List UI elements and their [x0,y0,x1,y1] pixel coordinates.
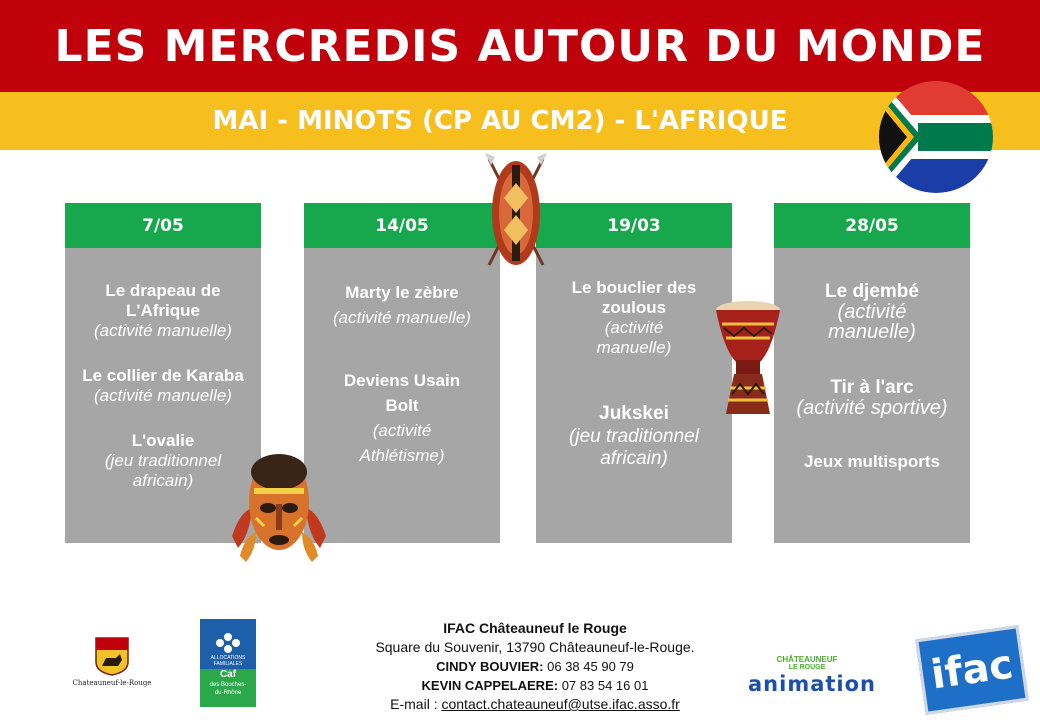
activity-name: Tir à l'arc [830,377,914,398]
activity-type: (activité manuelle) [94,320,232,340]
footer-address: Square du Souvenir, 13790 Châteauneuf-le-Rouge. [375,639,695,655]
email-label: E-mail : [390,696,442,712]
week-activities [304,248,500,543]
ifac-word: ifac [928,641,1016,699]
activity-item [780,282,964,342]
caf-top [200,619,256,669]
animation-logo [748,655,896,696]
week-date: 28/05 [774,203,970,248]
zulu-shield-icon [483,153,549,271]
activity-name: Jeux multisports [803,452,941,471]
activity-name: Marty le zèbre [345,283,459,302]
email-link[interactable]: contact.chateauneuf@utse.ifac.asso.fr [441,696,680,712]
week-activities [774,248,970,543]
african-mask-icon [230,452,328,570]
caf-region2: du-Rhône [214,690,242,696]
footer-email-line [330,695,740,714]
activity-item [780,452,964,472]
anim-word: animation [748,672,876,696]
caf-bottom [200,669,256,707]
footer-contact1 [330,657,740,676]
contact1-name: CINDY BOUVIER: [436,659,544,674]
week-card-2 [304,203,500,543]
caf-line1: ALLOCATIONS [210,655,246,661]
week-date: 7/05 [65,203,261,248]
week-card-4 [774,203,970,543]
week-date: 14/05 [304,203,500,248]
week-activities [536,248,732,543]
activity-type: (activité manuelle) [828,301,916,343]
footer-contact2 [330,676,740,695]
activity-item [310,280,494,330]
town-caption: Chateauneuf-le-Rouge [72,679,152,687]
title-band [0,0,1040,92]
footer-contact [330,619,740,714]
activity-item [310,368,494,468]
activity-type: (jeu traditionnel africain) [104,450,222,490]
activity-item [780,378,964,418]
anim-top1: CHÂTEAUNEUF [776,655,838,664]
activity-type: (activité manuelle) [333,308,471,327]
activity-type: (activité manuelle) [596,318,672,357]
contact1-phone: 06 38 45 90 79 [543,659,634,674]
caf-emblem-icon [213,631,243,655]
week-card-3 [536,203,732,543]
contact2-name: KEVIN CAPPELAERE: [421,678,559,693]
town-logo [70,636,154,687]
activity-type: (activité manuelle) [94,385,232,405]
activity-item [71,431,255,491]
activity-name: Le bouclier des zoulous [571,278,697,317]
activity-type: (activité sportive) [796,397,948,419]
caf-logo [200,619,256,707]
ifac-logo [915,625,1029,715]
activity-name: Le drapeau de L'Afrique [105,280,221,320]
town-shield-icon [70,636,154,676]
activity-item [542,278,726,358]
activity-name: Deviens Usain Bolt [343,371,461,415]
djembe-drum-icon [714,300,782,420]
activity-name: Le collier de Karaba [82,365,244,385]
activity-item [542,402,726,470]
anim-top2: LE ROUGE [788,664,826,671]
caf-name: Caf [219,669,237,680]
activity-name: Jukskei [599,403,669,424]
activity-item [71,281,255,341]
caf-line2: FAMILIALES [213,661,243,667]
activity-item [71,366,255,406]
caf-region1: des Bouches- [209,682,247,688]
activity-type: (jeu traditionnel africain) [569,426,699,469]
page-subtitle: MAI - MINOTS (CP AU CM2) - L'AFRIQUE [212,106,788,136]
activity-name: L'ovalie [131,430,195,450]
activity-type: (activité Athlétisme) [359,421,445,465]
page-title: LES MERCREDIS AUTOUR DU MONDE [54,20,986,72]
week-date: 19/03 [536,203,732,248]
contact2-phone: 07 83 54 16 01 [558,678,649,693]
footer-org: IFAC Châteauneuf le Rouge [443,620,627,636]
activity-name: Le djembé [825,281,919,302]
south-africa-flag-icon [878,80,994,194]
